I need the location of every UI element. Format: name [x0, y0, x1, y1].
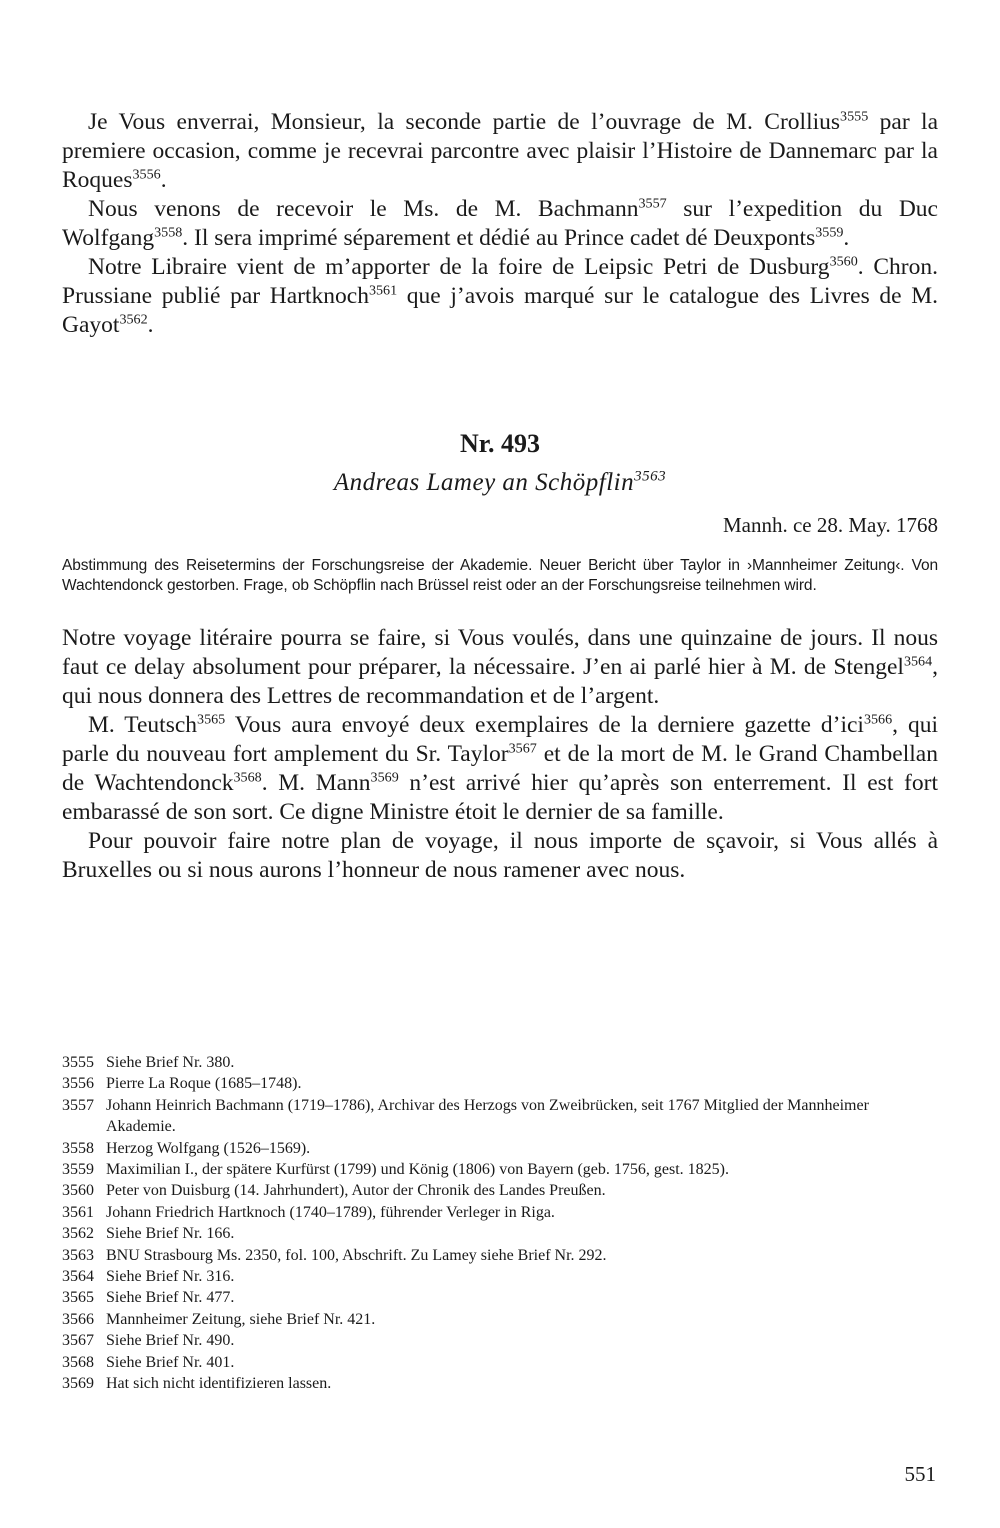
paragraph-text: M. Teutsch — [88, 712, 198, 738]
paragraph-text: . Il sera imprimé séparement et dédié au Prince cadet dé Deuxponts — [182, 225, 816, 251]
footnote-number: 3557 — [62, 1096, 94, 1114]
letter-title-footnote-ref: 3563 — [634, 468, 667, 485]
paragraph-text: , qui nous donnera des Lettres de recommandation et de l’argent. — [62, 654, 938, 709]
letter-title-text: Andreas Lamey an Schöpflin — [333, 469, 635, 496]
footnote-text: Siehe Brief Nr. 490. — [106, 1332, 235, 1350]
paragraph-text: . — [147, 312, 154, 338]
footnotes — [62, 1052, 938, 1395]
footnote — [62, 1373, 938, 1394]
paragraph-text: que j’avois marqué sur le catalogue des Livres de M. Gayot — [62, 283, 938, 338]
footnote — [62, 1245, 938, 1266]
footnote — [62, 1287, 938, 1308]
paragraph — [62, 624, 938, 711]
paragraph-text: Vous aura envoyé deux exemplaires de la derniere gazette d’ici — [225, 712, 864, 738]
footnote-number: 3569 — [62, 1375, 94, 1393]
paragraph-text: . Chron. Prussiane publié par Hartknoch — [62, 254, 938, 309]
footnote-ref: 3557 — [638, 195, 667, 212]
footnote — [62, 1073, 938, 1094]
footnote-number: 3565 — [62, 1289, 94, 1307]
paragraph-text: . — [160, 167, 167, 193]
footnote-text: Mannheimer Zeitung, siehe Brief Nr. 421. — [106, 1310, 376, 1328]
footnote-number: 3567 — [62, 1332, 94, 1350]
footnote-number: 3556 — [62, 1075, 94, 1093]
paragraph-text: , qui parle du nouveau fort amplement du Sr. Taylor — [62, 712, 938, 767]
letter-date: Mannh. ce 28. May. 1768 — [722, 513, 938, 537]
paragraph — [62, 827, 938, 885]
paragraph — [62, 711, 938, 827]
letter-summary: Abstimmung des Reisetermins der Forschungsreise der Akademie. Neuer Bericht über Taylor in ›Mannheimer Zeitung‹. Von Wachtendonck gestorben. Frage, ob Schöpflin nach Brüssel reist oder an der Forschungsreise teilnehmen wird. — [62, 557, 938, 594]
footnote-ref: 3562 — [119, 311, 148, 328]
footnote-number: 3563 — [62, 1246, 94, 1264]
paragraph-text: Notre voyage litéraire pourra se faire, si Vous voulés, dans une quinzaine de jours. Il nous faut ce delay absolument pour préparer, la nécessaire. J’en ai parlé hier à M. de Stengel — [62, 625, 938, 680]
footnote-text: Maximilian I., der spätere Kurfürst (1799) und König (1806) von Bayern (geb. 1756, gest. 1825). — [106, 1161, 729, 1179]
paragraph-text: Nous venons de recevoir le Ms. de M. Bachmann — [88, 196, 639, 222]
letter-title — [62, 468, 938, 498]
footnote-ref: 3564 — [903, 653, 933, 670]
page-number: 551 — [904, 1462, 936, 1486]
footnote-text: Siehe Brief Nr. 166. — [106, 1225, 235, 1243]
page-content — [62, 108, 938, 885]
footnote-text: Peter von Duisburg (14. Jahrhundert), Autor der Chronik des Landes Preußen. — [106, 1182, 606, 1200]
footnote — [62, 1309, 938, 1330]
footnote-number: 3561 — [62, 1203, 94, 1221]
footnote-text: Johann Heinrich Bachmann (1719–1786), Archivar des Herzogs von Zweibrücken, seit 1767 Mitglied der Mannheimer Akademie. — [106, 1096, 869, 1136]
footnote — [62, 1138, 938, 1159]
footnote-ref: 3567 — [508, 740, 537, 757]
paragraph-text: . — [843, 225, 850, 251]
footnote-ref: 3558 — [154, 224, 183, 241]
paragraph — [62, 253, 938, 340]
footnote-ref: 3568 — [233, 769, 262, 786]
footnote-text: BNU Strasbourg Ms. 2350, fol. 100, Abschrift. Zu Lamey siehe Brief Nr. 292. — [106, 1246, 607, 1264]
footnote-text: Siehe Brief Nr. 380. — [106, 1054, 235, 1071]
footnote — [62, 1095, 938, 1138]
footnote-text: Siehe Brief Nr. 477. — [106, 1289, 235, 1307]
footnote-ref: 3555 — [840, 108, 869, 125]
footnote-text: Pierre La Roque (1685–1748). — [106, 1075, 302, 1093]
paragraph-text: Je Vous enverrai, Monsieur, la seconde partie de l’ouvrage de M. Crollius — [88, 109, 841, 135]
footnote — [62, 1330, 938, 1351]
footnote-ref: 3565 — [197, 711, 226, 728]
letter-body — [62, 624, 938, 885]
paragraph-text: . M. Mann — [261, 770, 371, 796]
footnote-ref: 3556 — [132, 166, 161, 183]
footnote-number: 3568 — [62, 1353, 94, 1371]
footnote-number: 3562 — [62, 1225, 94, 1243]
footnote-ref: 3560 — [829, 253, 858, 270]
footnote — [62, 1202, 938, 1223]
footnote — [62, 1352, 938, 1373]
footnote-ref: 3566 — [863, 711, 893, 728]
paragraph — [62, 108, 938, 195]
letter-number: Nr. 493 — [460, 429, 540, 458]
footnote — [62, 1159, 938, 1180]
footnote-ref: 3559 — [815, 224, 844, 241]
footnote — [62, 1180, 938, 1201]
footnote-number: 3564 — [62, 1268, 94, 1286]
footnote-number: 3558 — [62, 1139, 94, 1157]
footnote — [62, 1266, 938, 1287]
footnote-ref: 3561 — [368, 282, 398, 299]
paragraph-text: Pour pouvoir faire notre plan de voyage, il nous importe de sçavoir, si Vous allés à Bruxelles ou si nous aurons l’honneur de nous ramener avec nous. — [62, 828, 938, 883]
footnote-text: Herzog Wolfgang (1526–1569). — [106, 1139, 311, 1157]
previous-letter-text — [62, 108, 938, 340]
footnote — [62, 1223, 938, 1244]
footnote-ref: 3569 — [370, 769, 399, 786]
footnote-text: Hat sich nicht identifizieren lassen. — [106, 1375, 332, 1393]
footnote-number: 3559 — [62, 1161, 94, 1179]
paragraph-text: Notre Libraire vient de m’apporter de la foire de Leipsic Petri de Dusburg — [88, 254, 830, 280]
footnote-number: 3566 — [62, 1310, 94, 1328]
paragraph-text: sur l’expedition du Duc Wolfgang — [62, 196, 938, 251]
footnote-text: Siehe Brief Nr. 316. — [106, 1268, 235, 1286]
footnote-number: 3560 — [62, 1182, 94, 1200]
footnote-text: Johann Friedrich Hartknoch (1740–1789), führender Verleger in Riga. — [106, 1203, 555, 1221]
paragraph-text: et de la mort de M. le Grand Chambellan de Wachtendonck — [62, 741, 938, 796]
footnote-text: Siehe Brief Nr. 401. — [106, 1353, 235, 1371]
footnote — [62, 1052, 938, 1073]
paragraph-text: par la premiere occasion, comme je recevrai parcontre avec plaisir l’Histoire de Dannemarc par la Roques — [62, 109, 939, 193]
paragraph-text: n’est arrivé hier qu’après son enterrement. Il est fort embarassé de son sort. Ce digne Ministre étoit le dernier de sa famille. — [62, 770, 938, 825]
footnote-number: 3555 — [62, 1054, 94, 1071]
paragraph — [62, 195, 938, 253]
